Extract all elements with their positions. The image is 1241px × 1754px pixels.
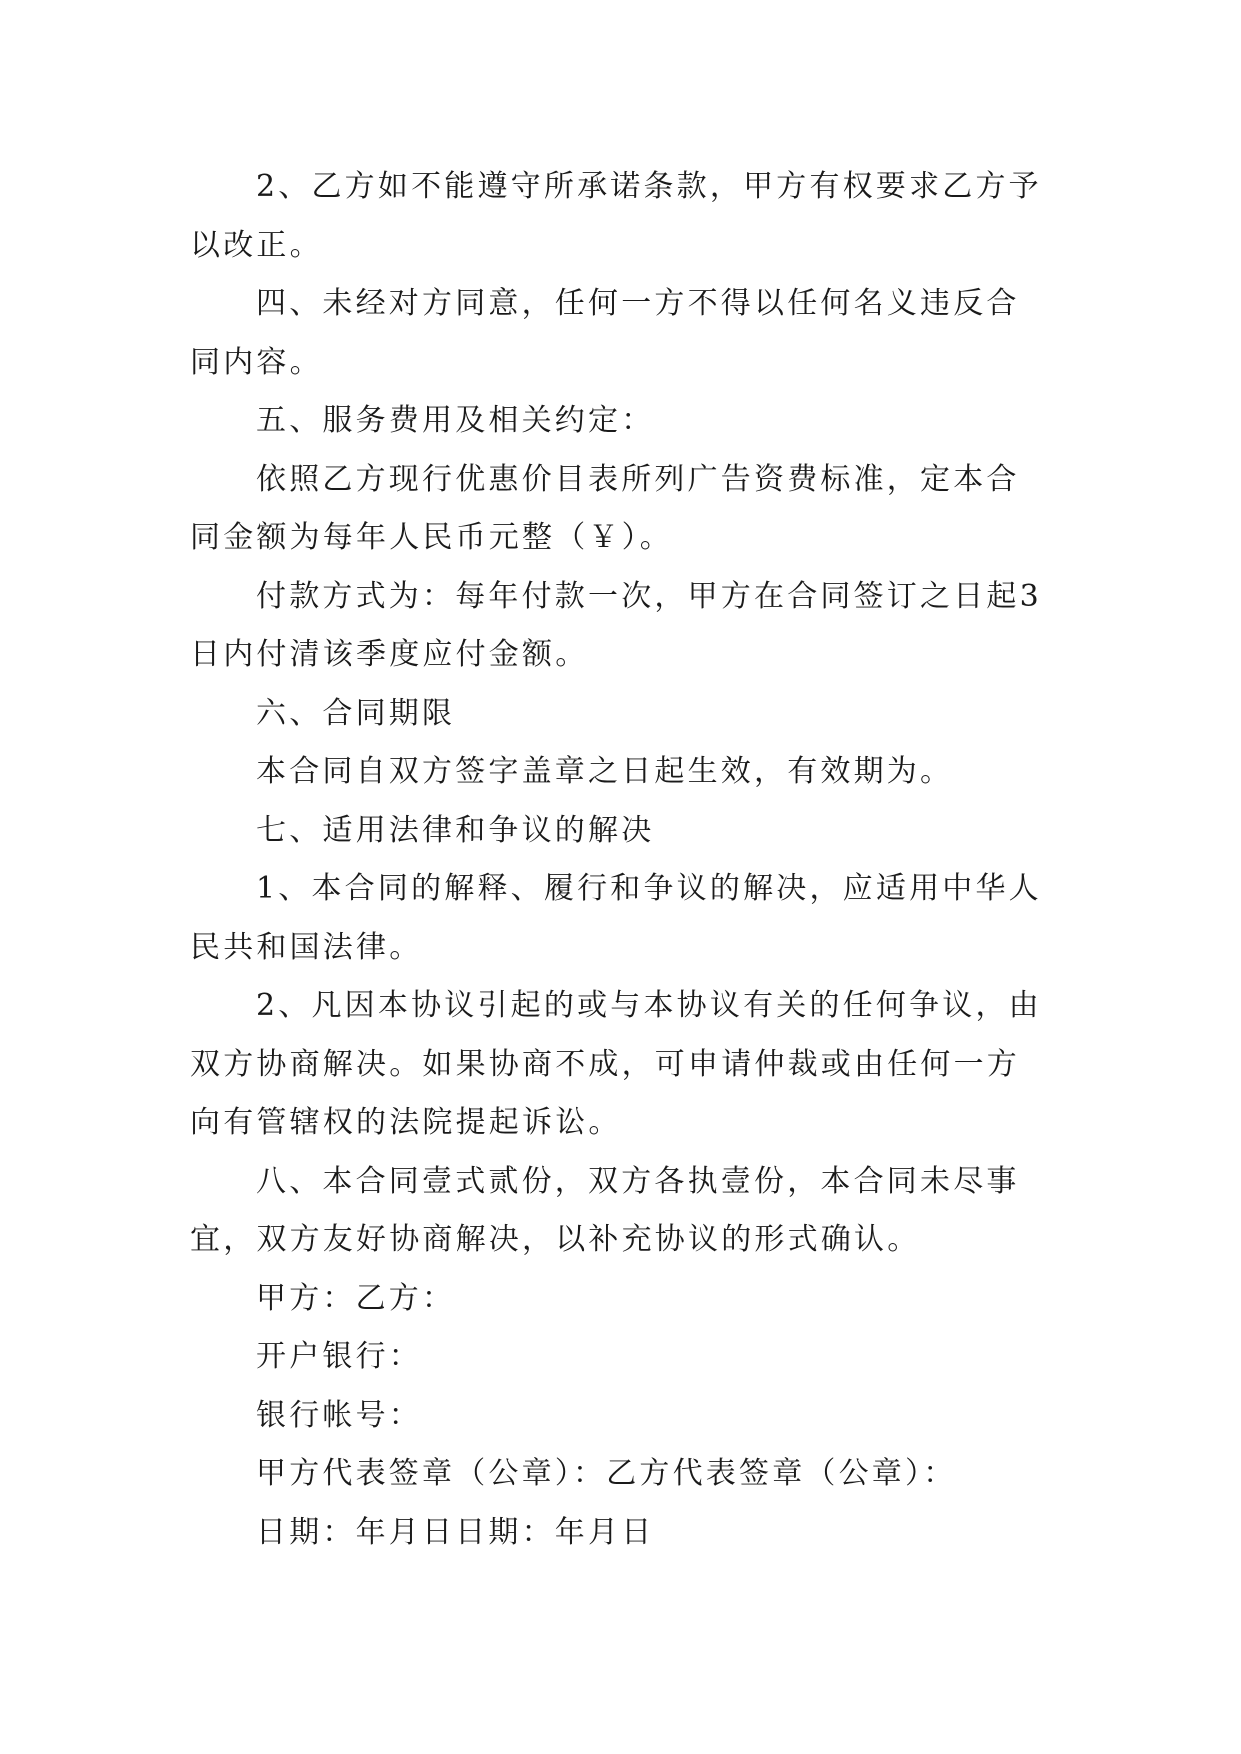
paragraph-parties: 甲方：乙方： <box>256 1280 456 1316</box>
paragraph-payment-method: 付款方式为：每年付款一次，甲方在合同签订之日起3日内付清该季度应付金额。 <box>190 578 1042 672</box>
paragraph-clause-7-1: 1、本合同的解释、履行和争议的解决，应适用中华人民共和国法律。 <box>190 871 1042 965</box>
document-body <box>190 158 1050 1562</box>
paragraph-bank: 开户银行： <box>256 1339 422 1374</box>
paragraph-clause-4: 四、未经对方同意，任何一方不得以任何名义违反合同内容。 <box>190 286 1020 380</box>
paragraph-clause-8: 八、本合同壹式贰份，双方各执壹份，本合同未尽事宜，双方友好协商解决，以补充协议的形式确认。 <box>190 1163 1020 1257</box>
paragraph-clause-7-heading: 七、适用法律和争议的解决 <box>256 812 655 848</box>
paragraph-dates: 日期：年月日日期：年月日 <box>256 1514 655 1550</box>
paragraph-clause-7-2: 2、凡因本协议引起的或与本协议有关的任何争议，由双方协商解决。如果协商不成，可申请仲裁或由任何一方向有管辖权的法院提起诉讼。 <box>190 988 1042 1140</box>
paragraph-clause-3-2: 2、乙方如不能遵守所承诺条款，甲方有权要求乙方予以改正。 <box>190 169 1042 263</box>
paragraph-account: 银行帐号： <box>256 1397 422 1433</box>
paragraph-fee-amount: 依照乙方现行优惠价目表所列广告资费标准，定本合同金额为每年人民币元整（￥）。 <box>190 461 1020 555</box>
paragraph-contract-term: 本合同自双方签字盖章之日起生效，有效期为。 <box>256 754 954 789</box>
paragraph-signatures: 甲方代表签章（公章）：乙方代表签章（公章）： <box>256 1456 957 1491</box>
paragraph-clause-6-heading: 六、合同期限 <box>256 695 456 731</box>
paragraph-clause-5-heading: 五、服务费用及相关约定： <box>256 403 655 438</box>
